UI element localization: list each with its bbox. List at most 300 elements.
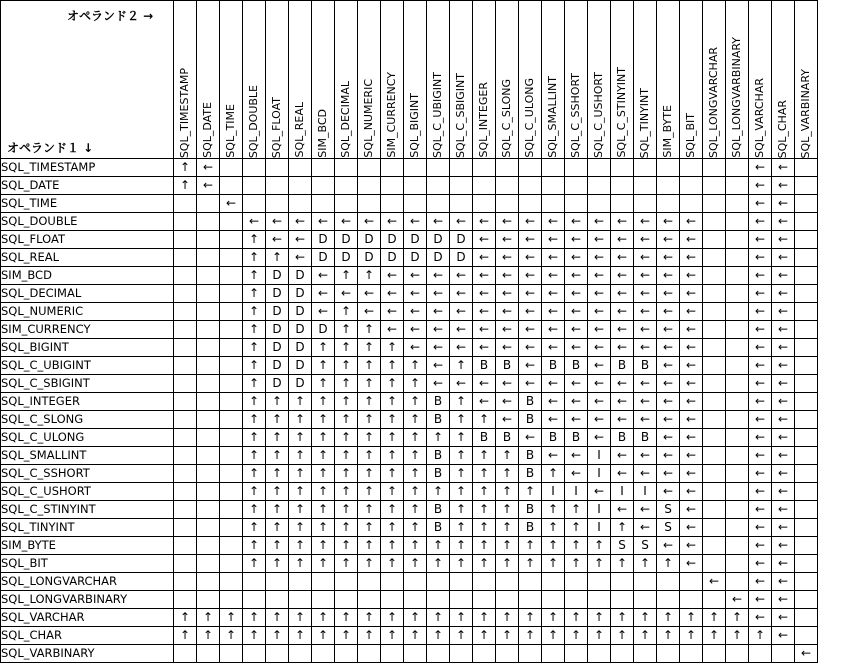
- matrix-cell: [220, 591, 243, 609]
- matrix-cell: [795, 429, 818, 447]
- matrix-cell: ←: [772, 537, 795, 555]
- matrix-cell: [197, 321, 220, 339]
- matrix-cell: [795, 555, 818, 573]
- matrix-cell: ←: [749, 519, 772, 537]
- matrix-cell: [289, 645, 312, 663]
- column-header: [749, 1, 772, 159]
- matrix-cell: [726, 267, 749, 285]
- matrix-cell: [634, 159, 657, 177]
- matrix-cell: D: [381, 249, 404, 267]
- matrix-cell: ←: [542, 393, 565, 411]
- matrix-cell: ↑: [358, 339, 381, 357]
- matrix-cell: [243, 177, 266, 195]
- matrix-cell: [427, 177, 450, 195]
- matrix-cell: ↑: [243, 555, 266, 573]
- matrix-cell: [703, 465, 726, 483]
- matrix-cell: ←: [634, 339, 657, 357]
- column-header-label: SQL_INTEGER: [477, 82, 490, 158]
- column-header-row: [1, 1, 818, 159]
- matrix-cell: [381, 645, 404, 663]
- matrix-cell: ←: [358, 285, 381, 303]
- matrix-cell: ←: [519, 429, 542, 447]
- matrix-cell: [266, 645, 289, 663]
- matrix-cell: [174, 393, 197, 411]
- matrix-cell: ↑: [289, 429, 312, 447]
- matrix-cell: [703, 195, 726, 213]
- matrix-cell: [795, 447, 818, 465]
- matrix-cell: [220, 645, 243, 663]
- matrix-cell: ←: [496, 321, 519, 339]
- matrix-cell: ↑: [427, 627, 450, 645]
- matrix-cell: [703, 159, 726, 177]
- matrix-cell: ←: [749, 555, 772, 573]
- matrix-cell: ←: [450, 213, 473, 231]
- column-header-label: SQL_C_USHORT: [592, 72, 605, 158]
- matrix-cell: ←: [427, 267, 450, 285]
- matrix-cell: ←: [634, 375, 657, 393]
- matrix-cell: [312, 159, 335, 177]
- matrix-cell: [611, 177, 634, 195]
- matrix-cell: ↑: [243, 609, 266, 627]
- matrix-cell: [220, 573, 243, 591]
- matrix-cell: S: [657, 519, 680, 537]
- matrix-cell: [266, 591, 289, 609]
- matrix-cell: [174, 285, 197, 303]
- matrix-cell: [312, 591, 335, 609]
- matrix-cell: [335, 591, 358, 609]
- matrix-cell: ↑: [588, 609, 611, 627]
- matrix-cell: ↑: [588, 537, 611, 555]
- matrix-cell: ←: [772, 573, 795, 591]
- matrix-cell: B: [519, 501, 542, 519]
- matrix-cell: ←: [611, 465, 634, 483]
- matrix-cell: [174, 573, 197, 591]
- matrix-cell: [450, 195, 473, 213]
- table-row: [1, 591, 818, 609]
- matrix-cell: ←: [565, 321, 588, 339]
- table-row: [1, 195, 818, 213]
- matrix-cell: ↑: [680, 627, 703, 645]
- matrix-cell: ←: [565, 411, 588, 429]
- matrix-cell: I: [565, 483, 588, 501]
- matrix-cell: ↑: [404, 555, 427, 573]
- matrix-cell: ←: [565, 339, 588, 357]
- matrix-cell: ↑: [542, 465, 565, 483]
- matrix-cell: ↑: [450, 555, 473, 573]
- matrix-cell: [289, 177, 312, 195]
- matrix-cell: [565, 159, 588, 177]
- matrix-cell: ←: [680, 303, 703, 321]
- matrix-cell: ←: [243, 213, 266, 231]
- matrix-cell: ↑: [266, 537, 289, 555]
- matrix-cell: ←: [634, 447, 657, 465]
- matrix-cell: [243, 195, 266, 213]
- matrix-cell: ↑: [289, 627, 312, 645]
- matrix-cell: ↑: [381, 465, 404, 483]
- matrix-cell: B: [427, 447, 450, 465]
- matrix-cell: [795, 411, 818, 429]
- matrix-cell: ←: [519, 267, 542, 285]
- operand2-label: オペランド２ →: [67, 9, 154, 23]
- matrix-cell: [220, 357, 243, 375]
- matrix-cell: ↑: [358, 555, 381, 573]
- matrix-cell: ←: [496, 267, 519, 285]
- matrix-cell: [703, 519, 726, 537]
- matrix-cell: ↑: [404, 627, 427, 645]
- matrix-cell: [174, 645, 197, 663]
- matrix-cell: ←: [749, 591, 772, 609]
- matrix-cell: ↑: [312, 609, 335, 627]
- table-row: [1, 573, 818, 591]
- matrix-cell: [220, 375, 243, 393]
- table-row: [1, 447, 818, 465]
- matrix-cell: [220, 519, 243, 537]
- matrix-cell: [634, 195, 657, 213]
- matrix-cell: ←: [772, 375, 795, 393]
- matrix-cell: ↑: [243, 465, 266, 483]
- matrix-cell: ←: [726, 591, 749, 609]
- matrix-cell: ↑: [312, 627, 335, 645]
- matrix-cell: ←: [680, 447, 703, 465]
- row-header-label: SQL_DECIMAL: [1, 285, 174, 303]
- matrix-cell: ←: [749, 285, 772, 303]
- matrix-cell: ←: [634, 285, 657, 303]
- matrix-cell: [611, 195, 634, 213]
- matrix-cell: ←: [496, 231, 519, 249]
- matrix-cell: B: [565, 357, 588, 375]
- matrix-cell: [795, 483, 818, 501]
- table-row: [1, 411, 818, 429]
- matrix-cell: ↑: [266, 501, 289, 519]
- matrix-cell: ←: [634, 465, 657, 483]
- column-header-label: SQL_REAL: [293, 102, 306, 158]
- matrix-cell: ←: [749, 483, 772, 501]
- matrix-cell: [381, 159, 404, 177]
- matrix-cell: [427, 591, 450, 609]
- matrix-cell: ↑: [496, 447, 519, 465]
- matrix-cell: D: [450, 231, 473, 249]
- table-row: [1, 321, 818, 339]
- matrix-cell: ↑: [450, 537, 473, 555]
- matrix-cell: ↑: [519, 609, 542, 627]
- matrix-cell: ↑: [703, 609, 726, 627]
- matrix-cell: ↑: [335, 393, 358, 411]
- matrix-cell: [703, 645, 726, 663]
- matrix-cell: [565, 177, 588, 195]
- matrix-cell: [197, 555, 220, 573]
- matrix-cell: ←: [680, 213, 703, 231]
- matrix-cell: ←: [312, 303, 335, 321]
- column-header-label: SIM_CURRENCY: [385, 72, 398, 158]
- matrix-cell: [726, 213, 749, 231]
- matrix-cell: [197, 591, 220, 609]
- matrix-cell: [703, 285, 726, 303]
- matrix-cell: ←: [680, 429, 703, 447]
- matrix-cell: ↑: [657, 627, 680, 645]
- matrix-cell: ←: [657, 231, 680, 249]
- matrix-cell: [496, 573, 519, 591]
- row-header-label: SQL_INTEGER: [1, 393, 174, 411]
- matrix-cell: ↑: [381, 411, 404, 429]
- column-header-label: SQL_DECIMAL: [339, 81, 352, 158]
- matrix-cell: ←: [772, 627, 795, 645]
- matrix-cell: [749, 645, 772, 663]
- matrix-cell: ←: [772, 555, 795, 573]
- matrix-cell: ←: [427, 357, 450, 375]
- matrix-cell: [795, 357, 818, 375]
- matrix-cell: ←: [611, 447, 634, 465]
- matrix-cell: [220, 447, 243, 465]
- matrix-cell: ↑: [335, 303, 358, 321]
- matrix-cell: ↑: [312, 555, 335, 573]
- matrix-cell: [772, 645, 795, 663]
- matrix-cell: ←: [473, 321, 496, 339]
- matrix-cell: [220, 267, 243, 285]
- matrix-cell: ↑: [381, 339, 404, 357]
- matrix-cell: D: [266, 357, 289, 375]
- matrix-cell: [657, 195, 680, 213]
- matrix-cell: [174, 231, 197, 249]
- matrix-cell: ←: [427, 213, 450, 231]
- matrix-cell: [657, 573, 680, 591]
- matrix-cell: D: [266, 267, 289, 285]
- matrix-cell: [726, 195, 749, 213]
- matrix-cell: ←: [381, 285, 404, 303]
- matrix-cell: [542, 159, 565, 177]
- column-header-label: SIM_BCD: [316, 109, 329, 158]
- matrix-cell: ←: [450, 267, 473, 285]
- matrix-cell: [174, 411, 197, 429]
- matrix-cell: [565, 573, 588, 591]
- table-row: [1, 465, 818, 483]
- matrix-cell: ←: [795, 645, 818, 663]
- matrix-cell: D: [358, 231, 381, 249]
- matrix-cell: ←: [542, 267, 565, 285]
- matrix-cell: ←: [657, 429, 680, 447]
- matrix-cell: ↑: [358, 393, 381, 411]
- row-header-label: SQL_DATE: [1, 177, 174, 195]
- matrix-cell: ←: [611, 249, 634, 267]
- matrix-cell: [634, 573, 657, 591]
- column-header: [519, 1, 542, 159]
- matrix-cell: D: [427, 249, 450, 267]
- matrix-cell: ↑: [473, 627, 496, 645]
- matrix-cell: ←: [772, 411, 795, 429]
- matrix-cell: ↑: [289, 483, 312, 501]
- matrix-cell: ←: [542, 375, 565, 393]
- matrix-cell: [450, 159, 473, 177]
- matrix-cell: ↑: [427, 555, 450, 573]
- matrix-cell: [496, 645, 519, 663]
- table-row: [1, 393, 818, 411]
- matrix-cell: ↑: [473, 555, 496, 573]
- matrix-cell: ↑: [243, 303, 266, 321]
- matrix-cell: ↑: [335, 501, 358, 519]
- matrix-cell: [703, 393, 726, 411]
- matrix-cell: ↑: [243, 501, 266, 519]
- row-header-label: SQL_C_USHORT: [1, 483, 174, 501]
- matrix-cell: [634, 591, 657, 609]
- matrix-cell: ←: [749, 393, 772, 411]
- matrix-cell: [795, 213, 818, 231]
- matrix-cell: ↑: [243, 339, 266, 357]
- matrix-cell: ←: [473, 285, 496, 303]
- matrix-cell: ↑: [358, 483, 381, 501]
- matrix-cell: ←: [749, 267, 772, 285]
- matrix-cell: ↑: [358, 429, 381, 447]
- matrix-cell: ↑: [174, 627, 197, 645]
- matrix-cell: ←: [266, 231, 289, 249]
- matrix-cell: D: [266, 339, 289, 357]
- matrix-cell: [519, 591, 542, 609]
- matrix-cell: ←: [749, 411, 772, 429]
- matrix-cell: ←: [358, 213, 381, 231]
- column-header-label: SQL_VARCHAR: [753, 78, 766, 158]
- matrix-cell: ↑: [726, 627, 749, 645]
- matrix-cell: ↑: [680, 609, 703, 627]
- column-header: [197, 1, 220, 159]
- matrix-cell: ↑: [358, 447, 381, 465]
- column-header: [358, 1, 381, 159]
- matrix-cell: [197, 393, 220, 411]
- matrix-cell: ↑: [404, 411, 427, 429]
- matrix-cell: ↑: [243, 537, 266, 555]
- matrix-cell: [243, 159, 266, 177]
- matrix-cell: ←: [473, 303, 496, 321]
- matrix-cell: [519, 159, 542, 177]
- matrix-cell: ←: [749, 213, 772, 231]
- matrix-cell: I: [588, 519, 611, 537]
- matrix-cell: ↑: [565, 501, 588, 519]
- matrix-cell: ←: [772, 591, 795, 609]
- matrix-cell: [197, 483, 220, 501]
- matrix-cell: ↑: [703, 627, 726, 645]
- matrix-cell: ←: [473, 339, 496, 357]
- matrix-cell: ↑: [450, 447, 473, 465]
- matrix-cell: ↑: [358, 465, 381, 483]
- matrix-cell: [220, 303, 243, 321]
- column-header-label: SQL_C_UBIGINT: [431, 71, 444, 158]
- matrix-cell: ←: [588, 303, 611, 321]
- matrix-cell: S: [611, 537, 634, 555]
- matrix-cell: [174, 429, 197, 447]
- matrix-cell: [312, 177, 335, 195]
- matrix-cell: ↑: [588, 627, 611, 645]
- matrix-cell: [427, 645, 450, 663]
- matrix-cell: [726, 645, 749, 663]
- matrix-cell: [795, 195, 818, 213]
- matrix-cell: B: [473, 357, 496, 375]
- matrix-cell: [220, 537, 243, 555]
- matrix-cell: [197, 519, 220, 537]
- matrix-cell: ←: [565, 447, 588, 465]
- column-header: [588, 1, 611, 159]
- matrix-cell: [703, 231, 726, 249]
- row-header-label: SQL_BIT: [1, 555, 174, 573]
- matrix-cell: B: [427, 393, 450, 411]
- matrix-cell: [197, 249, 220, 267]
- column-header-label: SQL_SMALLINT: [546, 76, 559, 158]
- matrix-cell: ←: [565, 375, 588, 393]
- matrix-cell: ←: [680, 393, 703, 411]
- matrix-cell: D: [450, 249, 473, 267]
- column-header: [772, 1, 795, 159]
- matrix-cell: ←: [772, 249, 795, 267]
- matrix-cell: ↑: [243, 267, 266, 285]
- matrix-cell: B: [542, 357, 565, 375]
- matrix-cell: ↑: [358, 609, 381, 627]
- matrix-cell: ←: [519, 321, 542, 339]
- column-header: [657, 1, 680, 159]
- column-header-label: SQL_LONGVARCHAR: [707, 47, 720, 158]
- matrix-cell: ←: [565, 303, 588, 321]
- matrix-cell: ←: [680, 339, 703, 357]
- matrix-cell: ←: [657, 285, 680, 303]
- matrix-cell: ←: [519, 249, 542, 267]
- matrix-cell: ↑: [496, 537, 519, 555]
- matrix-cell: D: [404, 249, 427, 267]
- matrix-cell: [174, 591, 197, 609]
- matrix-cell: ←: [749, 159, 772, 177]
- matrix-cell: ←: [588, 429, 611, 447]
- matrix-cell: ↑: [335, 519, 358, 537]
- matrix-cell: [220, 411, 243, 429]
- matrix-cell: ↑: [335, 537, 358, 555]
- matrix-cell: ←: [381, 267, 404, 285]
- matrix-cell: [726, 375, 749, 393]
- matrix-cell: B: [519, 393, 542, 411]
- matrix-cell: [726, 159, 749, 177]
- matrix-cell: ←: [588, 213, 611, 231]
- matrix-cell: ←: [772, 231, 795, 249]
- matrix-cell: [335, 177, 358, 195]
- column-header: [243, 1, 266, 159]
- matrix-cell: [220, 501, 243, 519]
- matrix-cell: [588, 591, 611, 609]
- matrix-cell: ↑: [519, 483, 542, 501]
- matrix-cell: ↑: [726, 609, 749, 627]
- matrix-cell: ↑: [289, 393, 312, 411]
- column-header-label: SQL_C_SLONG: [500, 79, 513, 158]
- row-header-label: SQL_LONGVARBINARY: [1, 591, 174, 609]
- matrix-cell: ←: [772, 195, 795, 213]
- matrix-cell: [174, 321, 197, 339]
- matrix-cell: [496, 195, 519, 213]
- matrix-cell: ←: [657, 483, 680, 501]
- matrix-cell: D: [289, 303, 312, 321]
- matrix-cell: ←: [680, 267, 703, 285]
- matrix-cell: [312, 645, 335, 663]
- matrix-cell: [795, 267, 818, 285]
- column-header-label: SQL_FLOAT: [270, 96, 283, 158]
- matrix-cell: ↑: [243, 411, 266, 429]
- matrix-cell: ↑: [174, 609, 197, 627]
- table-row: [1, 231, 818, 249]
- matrix-cell: [519, 177, 542, 195]
- column-header-label: SIM_BYTE: [661, 105, 674, 158]
- matrix-cell: ↑: [427, 483, 450, 501]
- matrix-cell: ↑: [611, 609, 634, 627]
- matrix-cell: ←: [772, 501, 795, 519]
- matrix-cell: [427, 159, 450, 177]
- matrix-cell: ↑: [335, 627, 358, 645]
- matrix-cell: ↑: [266, 447, 289, 465]
- matrix-cell: [289, 195, 312, 213]
- table-row: [1, 159, 818, 177]
- matrix-cell: ↑: [335, 267, 358, 285]
- matrix-cell: [795, 321, 818, 339]
- matrix-cell: [404, 195, 427, 213]
